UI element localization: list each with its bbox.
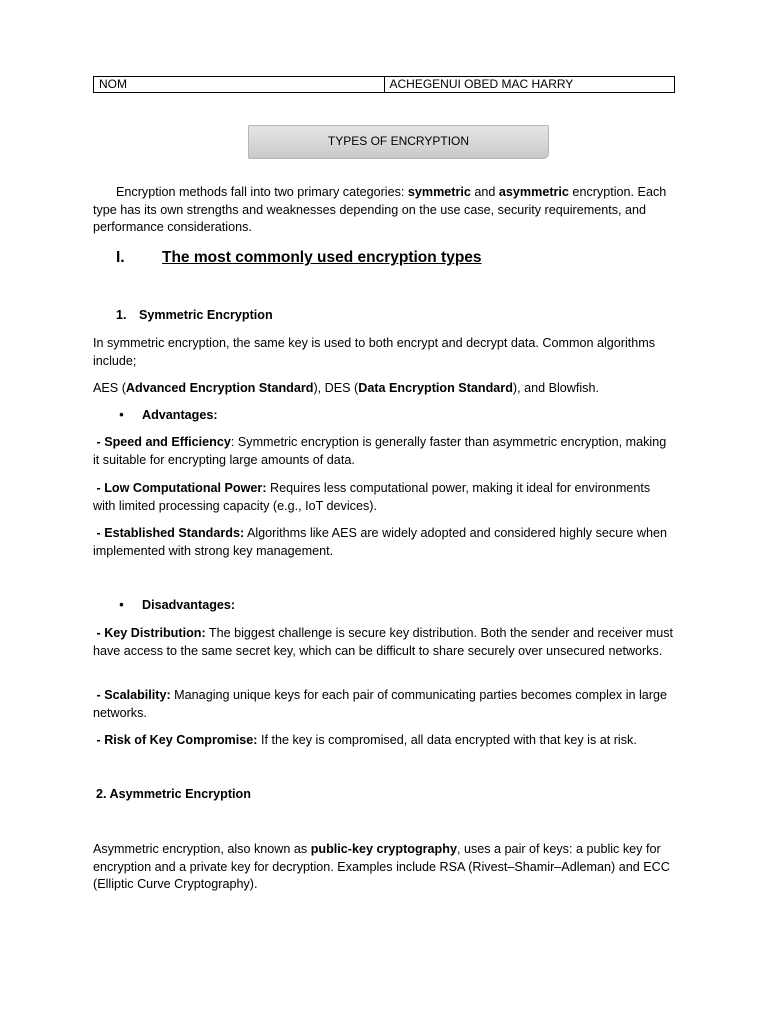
document-title-box <box>248 125 549 159</box>
symmetric-intro: In symmetric encryption, the same key is used to both encrypt and decrypt data. Common algorithms include; <box>93 336 656 368</box>
advantage-item: - Speed and Efficiency: Symmetric encryption is generally faster than asymmetric encryption, making it suitable for encrypting large amounts of data. <box>93 435 667 467</box>
symmetric-algorithms: AES (Advanced Encryption Standard), DES (Data Encryption Standard), and Blowfish. <box>93 381 599 395</box>
asymmetric-paragraph: Asymmetric encryption, also known as public-key cryptography, uses a pair of keys: a public key for encryption and a private key for decryption. Examples include RSA (Rivest–Shamir–Adleman) and ECC (Elliptic Curve Cryptography). <box>93 842 670 891</box>
symmetric-heading: 1. Symmetric Encryption <box>116 308 273 322</box>
section-number: I. <box>116 249 125 266</box>
disadvantages-heading: • Disadvantages: <box>93 597 675 615</box>
header-table-wrapper <box>93 76 675 93</box>
header-table <box>93 76 675 93</box>
advantage-item: - Low Computational Power: Requires less computational power, making it ideal for environments with limited processing capacity (e.g., IoT devices). <box>93 481 651 513</box>
name-label-cell: NOM <box>94 77 385 93</box>
disadvantage-item: - Scalability: Managing unique keys for each pair of communicating parties becomes complex in large networks. <box>93 688 668 720</box>
intro-paragraph: Encryption methods fall into two primary categories: symmetric and asymmetric encryption. Each type has its own strengths and weaknesses depending on the use case, security requirements, and performance considerations. <box>93 185 667 234</box>
advantages-heading: • Advantages: <box>93 407 675 425</box>
name-value-cell: ACHEGENUI OBED MAC HARRY <box>384 77 675 93</box>
disadvantage-item: - Risk of Key Compromise: If the key is compromised, all data encrypted with that key is at risk. <box>96 733 637 747</box>
section-title: The most commonly used encryption types <box>162 249 482 266</box>
bullet-icon: • <box>119 408 124 422</box>
disadvantage-item: - Key Distribution: The biggest challenge is secure key distribution. Both the sender and receiver must have access to the same secret key, which can be difficult to share securely over unsecured networks. <box>93 626 674 658</box>
bullet-icon: • <box>119 598 124 612</box>
asymmetric-heading: 2. Asymmetric Encryption <box>96 787 251 801</box>
advantage-item: - Established Standards: Algorithms like AES are widely adopted and considered highly secure when implemented with strong key management. <box>93 526 668 558</box>
document-title: TYPES OF ENCRYPTION <box>327 134 470 149</box>
section-heading <box>93 249 675 267</box>
